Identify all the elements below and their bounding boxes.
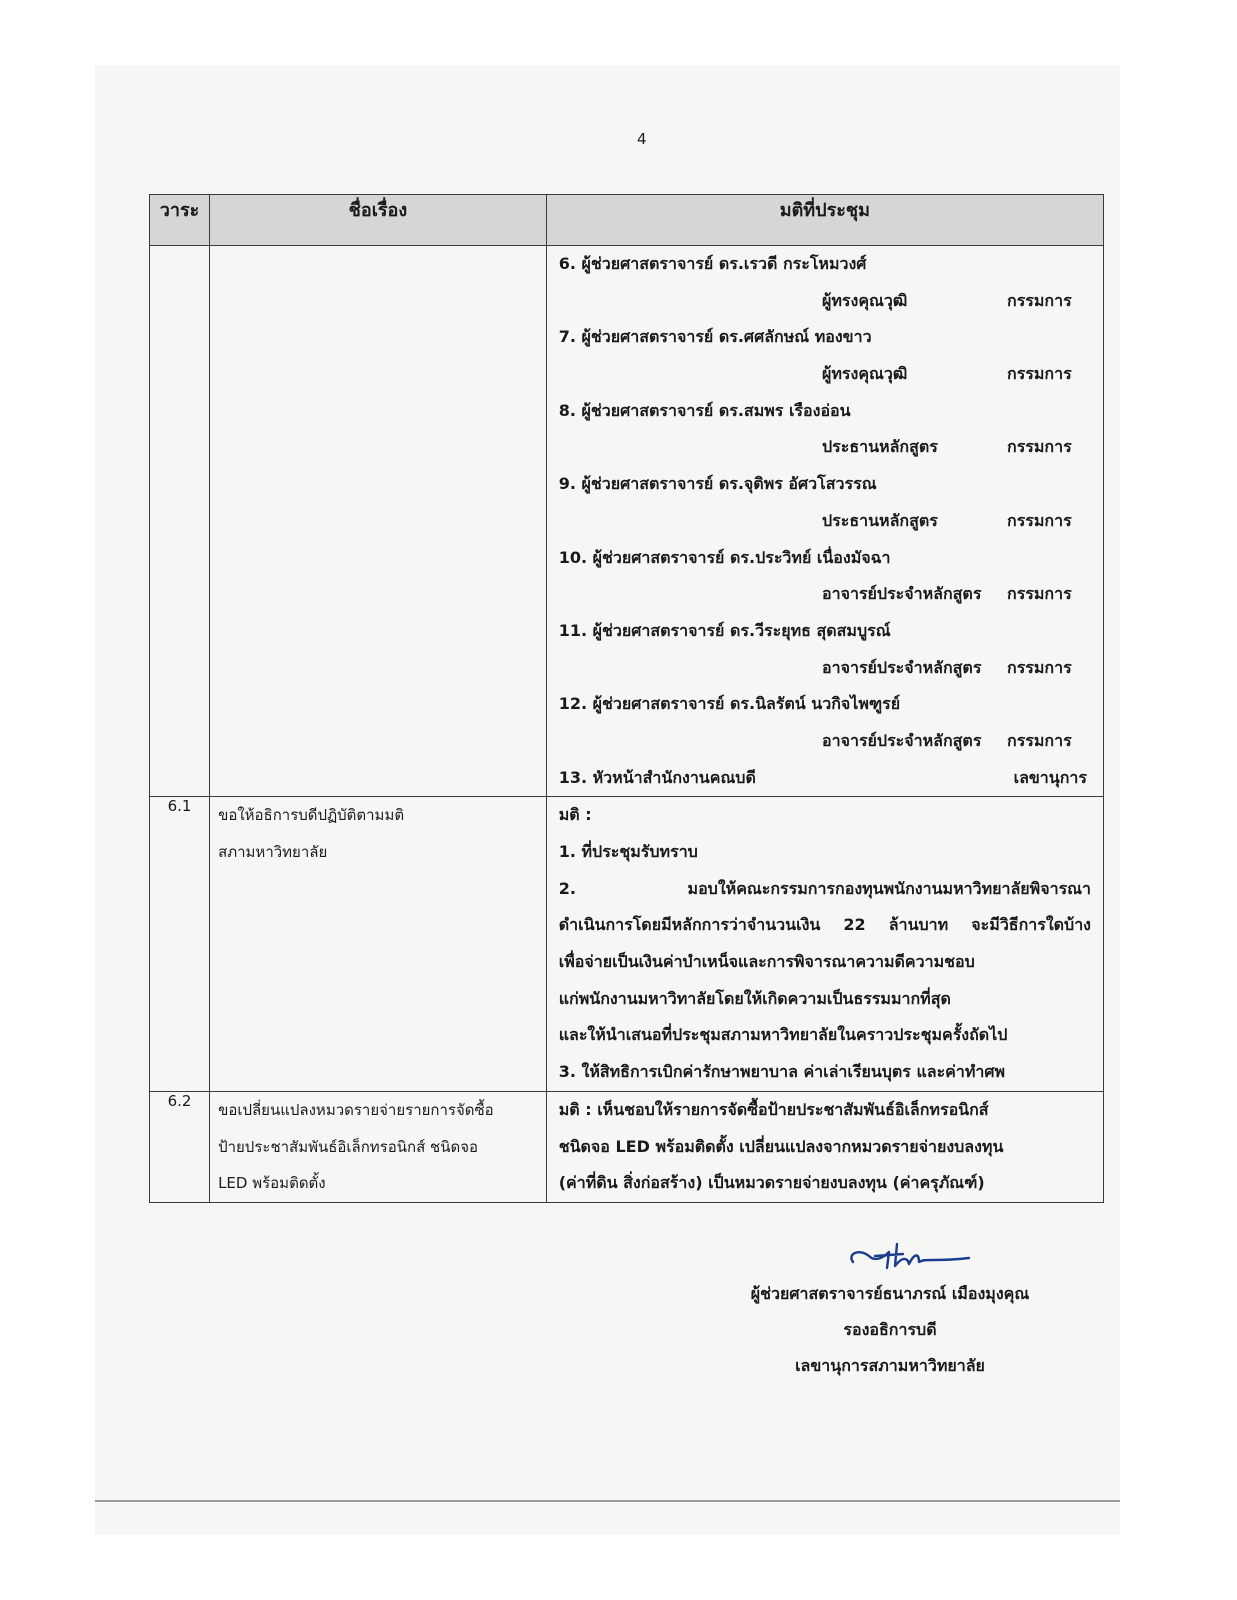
member-role: อาจารย์ประจำหลักสูตร xyxy=(822,584,982,604)
table-header-row xyxy=(150,195,1104,246)
member-item xyxy=(559,246,1087,319)
resolution-line: มติ : xyxy=(558,805,592,825)
resolution-line: 3. ให้สิทธิการเบิกค่ารักษาพยาบาล ค่าเล่าเรียนบุตร และค่าทำศพ xyxy=(558,1062,1006,1082)
member-item xyxy=(559,686,1087,759)
header-agenda: วาระ xyxy=(150,195,210,246)
signatory-name: ผู้ช่วยศาสตราจารย์ธนาภรณ์ เมืองมุงคุณ xyxy=(750,1284,1030,1303)
minutes-table xyxy=(149,194,1104,1203)
page-number: 4 xyxy=(637,130,647,148)
resolution-cell xyxy=(546,1091,1103,1202)
member-position: กรรมการ xyxy=(1007,730,1072,750)
member-item xyxy=(559,466,1087,539)
member-name: 10. ผู้ช่วยศาสตราจารย์ ดร.ประวิทย์ เนื่องมัจฉา xyxy=(558,547,891,567)
signature-block xyxy=(730,1238,1050,1384)
resolution-line: และให้นำเสนอที่ประชุมสภามหาวิทยาลัยในคราวประชุมครั้งถัดไป xyxy=(558,1025,1008,1045)
member-role: ประธานหลักสูตร xyxy=(822,510,938,530)
title-cell xyxy=(210,797,547,1092)
resolution-line: เพื่อจ่ายเป็นเงินค่าบำเหน็จและการพิจารณาความดีความชอบ xyxy=(558,952,975,972)
member-position: กรรมการ xyxy=(1007,510,1072,530)
resolution-line: 1. ที่ประชุมรับทราบ xyxy=(558,842,698,861)
member-role: อาจารย์ประจำหลักสูตร xyxy=(822,657,982,677)
member-item xyxy=(559,540,1087,613)
table-row xyxy=(150,246,1104,797)
signatory-role: เลขานุการสภามหาวิทยาลัย xyxy=(795,1356,985,1375)
signatory-title: รองอธิการบดี xyxy=(843,1320,937,1339)
header-resolution: มติที่ประชุม xyxy=(546,195,1103,246)
member-name: 8. ผู้ช่วยศาสตราจารย์ ดร.สมพร เรืองอ่อน xyxy=(558,400,851,420)
agenda-number: 6.1 xyxy=(150,797,210,1092)
member-role: ประธานหลักสูตร xyxy=(822,437,938,457)
member-position: กรรมการ xyxy=(1007,584,1072,604)
member-role: ผู้ทรงคุณวุฒิ xyxy=(822,290,908,310)
secretary-position: เลขานุการ xyxy=(1013,767,1087,787)
resolution-line: (ค่าที่ดิน สิ่งก่อสร้าง) เป็นหมวดรายจ่ายงบลงทุน (ค่าครุภัณฑ์) xyxy=(558,1173,985,1193)
resolution-line: แก่พนักงานมหาวิทาลัยโดยให้เกิดความเป็นธรรมมากที่สุด xyxy=(558,988,951,1008)
resolution-line: ชนิดจอ LED พร้อมติดตั้ง เปลี่ยนแปลงจากหมวดรายจ่ายงบลงทุน xyxy=(558,1136,1004,1156)
table-row xyxy=(150,797,1104,1092)
member-position: กรรมการ xyxy=(1007,364,1072,384)
member-name: 6. ผู้ช่วยศาสตราจารย์ ดร.เรวดี กระโหมวงศ์ xyxy=(558,254,867,273)
member-item xyxy=(559,319,1087,392)
secretary-name: 13. หัวหน้าสำนักงานคณบดี xyxy=(558,767,756,787)
member-name: 9. ผู้ช่วยศาสตราจารย์ ดร.จุติพร อัศวโสวรรณ xyxy=(558,474,877,494)
member-name: 7. ผู้ช่วยศาสตราจารย์ ดร.ศศลักษณ์ ทองขาว xyxy=(558,327,872,347)
header-title: ชื่อเรื่อง xyxy=(210,195,547,246)
agenda-cell xyxy=(150,246,210,797)
resolution-line: มติ : เห็นชอบให้รายการจัดซื้อป้ายประชาสัมพันธ์อิเล็กทรอนิกส์ xyxy=(558,1099,989,1119)
member-role: อาจารย์ประจำหลักสูตร xyxy=(822,730,982,750)
member-position: กรรมการ xyxy=(1007,657,1072,677)
resolution-line: ดำเนินการโดยมีหลักการว่าจำนวนเงิน 22 ล้านบาท จะมีวิธีการใดบ้าง xyxy=(558,915,1091,935)
table-row xyxy=(150,1091,1104,1202)
title-line: ป้ายประชาสัมพันธ์อิเล็กทรอนิกส์ ชนิดจอ xyxy=(218,1137,478,1156)
member-position: กรรมการ xyxy=(1007,437,1072,457)
resolution-cell xyxy=(546,797,1103,1092)
title-line: ขอเปลี่ยนแปลงหมวดรายจ่ายรายการจัดซื้อ xyxy=(218,1100,494,1119)
secretary-item xyxy=(559,760,1087,797)
page-bottom-edge xyxy=(95,1500,1120,1502)
title-cell xyxy=(210,1091,547,1202)
title-line: สภามหาวิทยาลัย xyxy=(218,843,328,861)
member-role: ผู้ทรงคุณวุฒิ xyxy=(822,364,908,384)
title-line: LED พร้อมติดตั้ง xyxy=(218,1174,326,1193)
title-cell xyxy=(210,246,547,797)
member-name: 12. ผู้ช่วยศาสตราจารย์ ดร.นิลรัตน์ นวกิจไพฑูรย์ xyxy=(558,694,901,714)
committee-list xyxy=(546,246,1103,797)
member-position: กรรมการ xyxy=(1007,290,1072,310)
member-name: 11. ผู้ช่วยศาสตราจารย์ ดร.วีระยุทธ สุดสมบูรณ์ xyxy=(558,620,891,640)
agenda-number: 6.2 xyxy=(150,1091,210,1202)
member-item xyxy=(559,393,1087,466)
member-item xyxy=(559,613,1087,686)
resolution-line: 2. มอบให้คณะกรรมการกองทุนพนักงานมหาวิทยาลัยพิจารณา xyxy=(558,878,1091,898)
title-line: ขอให้อธิการบดีปฏิบัติตามมติ xyxy=(218,806,405,825)
